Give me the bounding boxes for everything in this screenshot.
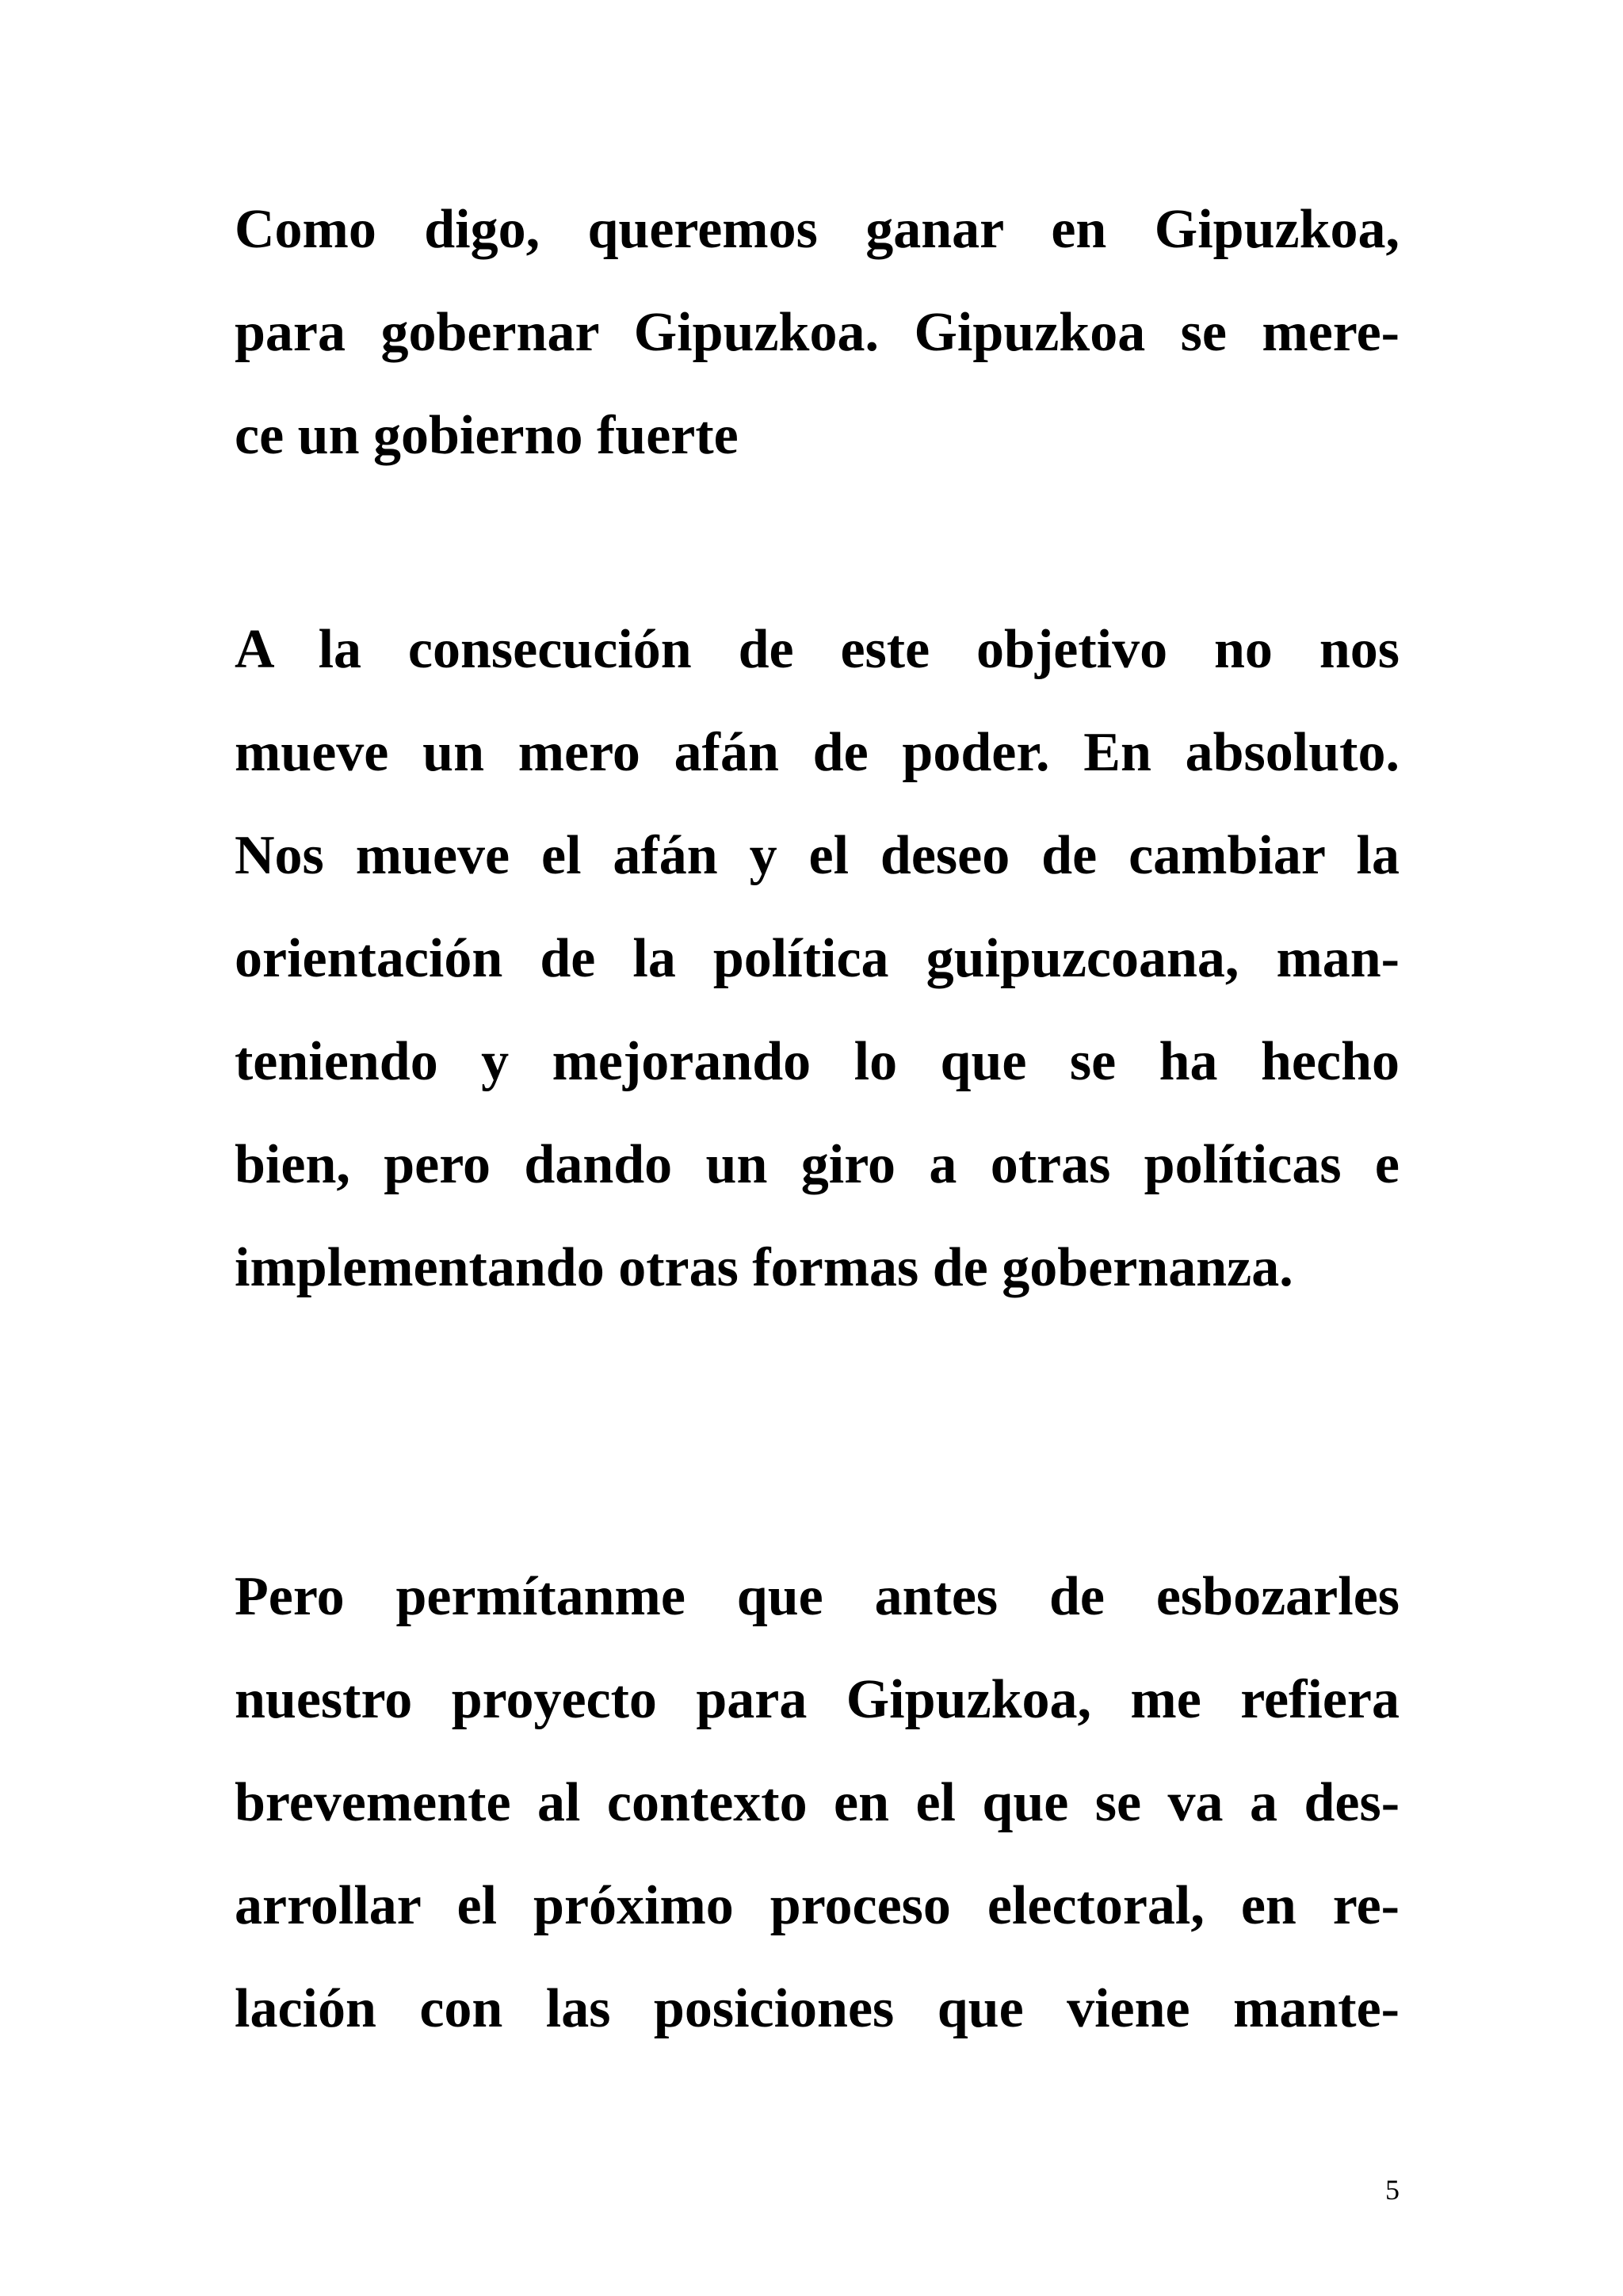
text-line: para gobernar Gipuzkoa. Gipuzkoa se mere- — [235, 302, 1400, 363]
text-line: orientación de la política guipuzcoana, man- — [235, 928, 1400, 989]
text-line: A la consecución de este objetivo no nos — [235, 619, 1400, 680]
text-line: Como digo, queremos ganar en Gipuzkoa, — [235, 199, 1400, 260]
text-line: ce un gobierno fuerte — [235, 405, 739, 466]
text-line: Nos mueve el afán y el deseo de cambiar la — [235, 825, 1400, 886]
text-line: teniendo y mejorando lo que se ha hecho — [235, 1031, 1400, 1092]
text-line: brevemente al contexto en el que se va a des- — [235, 1772, 1400, 1833]
text-line: arrollar el próximo proceso electoral, en re- — [235, 1875, 1400, 1936]
text-line: mueve un mero afán de poder. En absoluto. — [235, 722, 1400, 783]
text-line: Pero permítanme que antes de esbozarles — [235, 1566, 1400, 1627]
text-line: bien, pero dando un giro a otras políticas e — [235, 1134, 1400, 1195]
text-line: lación con las posiciones que viene mante- — [235, 1978, 1400, 2039]
text-line: nuestro proyecto para Gipuzkoa, me refiera — [235, 1669, 1400, 1730]
text-line: implementando otras formas de gobernanza. — [235, 1237, 1293, 1298]
page-number: 5 — [1385, 2174, 1400, 2206]
